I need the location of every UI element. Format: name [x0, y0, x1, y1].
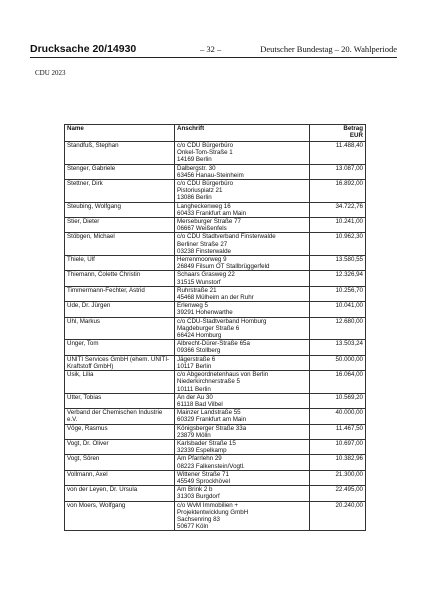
- table-row: [65, 371, 366, 394]
- amount-header-line1: Betrag: [343, 125, 363, 132]
- donor-address: [175, 501, 310, 531]
- donor-name: Stettner, Dirk: [65, 180, 175, 203]
- donor-name: UNITI Services GmbH (ehem. UNITI-Kraftstoff GmbH): [65, 355, 175, 370]
- table-row: [65, 501, 366, 531]
- donor-name: Timmermann-Fechter, Astrid: [65, 286, 175, 301]
- address-line: Projektentwicklung GmbH: [177, 508, 249, 516]
- donor-address: [175, 355, 310, 370]
- drucksache-number: 14930: [107, 43, 137, 55]
- address-line: 45549 Sprockhövel: [177, 477, 230, 485]
- donor-address: [175, 340, 310, 355]
- donation-amount: 10.962,30: [310, 233, 366, 256]
- address-line: 08223 Falkenstein/Vogtl.: [177, 462, 245, 470]
- donor-address: [175, 142, 310, 165]
- donation-amount: 10.041,00: [310, 302, 366, 317]
- drucksache-prefix: Drucksache 20/: [30, 43, 108, 55]
- address-line: 63456 Hanau-Steinheim: [177, 171, 244, 179]
- donation-amount: 10.382,96: [310, 455, 366, 470]
- parliament-label: Deutscher Bundestag – 20. Wahlperiode: [260, 44, 397, 54]
- donor-address: [175, 424, 310, 439]
- page-header: [30, 43, 397, 57]
- address-line: 26849 Filsum OT Stallbrüggerfeld: [177, 263, 270, 271]
- donation-amount: 10.697,00: [310, 439, 366, 454]
- table-row: [65, 439, 366, 454]
- donor-address: [175, 286, 310, 301]
- donation-amount: 22.495,00: [310, 486, 366, 501]
- donor-address: [175, 470, 310, 485]
- table-row: [65, 393, 366, 408]
- table-row: [65, 218, 366, 233]
- address-line: Langheckenweg 16: [177, 202, 231, 210]
- address-line: Ruhrstraße 21: [177, 286, 217, 294]
- donor-address: [175, 164, 310, 179]
- table-row: [65, 202, 366, 217]
- table-row: [65, 164, 366, 179]
- column-header-address: Anschrift: [175, 125, 310, 142]
- donor-name: Verband der Chemischen Industrie e.V.: [65, 409, 175, 424]
- address-line: 66424 Homburg: [177, 332, 222, 340]
- donation-amount: 20.240,00: [310, 501, 366, 531]
- donor-name: Steubing, Wolfgang: [65, 202, 175, 217]
- donor-name: Uhl, Markus: [65, 317, 175, 340]
- address-line: Am Pfarrlehn 29: [177, 455, 222, 463]
- address-line: Karlsbader Straße 15: [177, 439, 236, 447]
- donor-name: Vogt, Dr. Oliver: [65, 439, 175, 454]
- address-line: Wittener Straße 71: [177, 470, 229, 478]
- address-line: Albrecht-Dürer-Straße 65a: [177, 340, 250, 348]
- address-line: Sachsenring 83: [177, 515, 220, 523]
- address-line: 14169 Berlin: [177, 156, 212, 164]
- donor-address: [175, 317, 310, 340]
- address-line: c/o WvM Immobilien +: [177, 501, 239, 509]
- address-line: Pistoriuspiatz 21: [177, 187, 223, 195]
- amount-header-line2: EUR: [349, 132, 363, 140]
- donor-name: Utter, Tobias: [65, 393, 175, 408]
- donor-name: Stöbgen, Michael: [65, 233, 175, 256]
- party-year: CDU 2023: [35, 69, 66, 77]
- donation-amount: 10.241,00: [310, 218, 366, 233]
- table-row: [65, 256, 366, 271]
- donation-amount: 50.000,00: [310, 355, 366, 370]
- donation-amount: 13.087,00: [310, 164, 366, 179]
- table-header-row: [65, 125, 366, 142]
- address-line: 60433 Frankfurt am Main: [177, 209, 247, 217]
- address-line: Dalbergstr. 30: [177, 164, 216, 172]
- header-rule: [30, 57, 397, 58]
- donor-name: von der Leyen, Dr. Ursula: [65, 486, 175, 501]
- donation-amount: 12.326,94: [310, 271, 366, 286]
- address-line: 61118 Bad Vilbel: [177, 400, 223, 408]
- donation-amount: 40.000,00: [310, 409, 366, 424]
- donation-amount: 13.580,55: [310, 256, 366, 271]
- address-line: c/o CDU-Stadtverband Homburg: [177, 317, 267, 325]
- address-line: Onkel-Tom-Straße 1: [177, 149, 233, 157]
- address-line: 32339 Espelkamp: [177, 447, 227, 455]
- address-line: Jägerstraße 6: [177, 355, 216, 363]
- address-line: 39291 Hohenwarthe: [177, 309, 233, 317]
- donation-amount: 16.892,00: [310, 180, 366, 203]
- address-line: 31515 Wunstorf: [177, 278, 221, 286]
- table-row: [65, 317, 366, 340]
- donor-address: [175, 180, 310, 203]
- table-row: [65, 271, 366, 286]
- column-header-amount: [310, 125, 366, 142]
- donation-amount: 11.488,40: [310, 142, 366, 165]
- donor-address: [175, 455, 310, 470]
- table-row: [65, 340, 366, 355]
- address-line: 60329 Frankfurt am Main: [177, 416, 247, 424]
- donor-name: Vöge, Rasmus: [65, 424, 175, 439]
- address-line: Königsberger Straße 33a: [177, 424, 247, 432]
- donor-address: [175, 439, 310, 454]
- donor-address: [175, 256, 310, 271]
- table-row: [65, 286, 366, 301]
- address-line: 13086 Berlin: [177, 194, 212, 202]
- table-row: [65, 486, 366, 501]
- donor-address: [175, 218, 310, 233]
- table-row: [65, 470, 366, 485]
- address-line: 10111 Berlin: [177, 385, 211, 393]
- address-line: c/o Abgeordnetenhaus von Berlin: [177, 371, 269, 379]
- donor-name: Vogt, Sören: [65, 455, 175, 470]
- table-row: [65, 355, 366, 370]
- donation-amount: 10.256,70: [310, 286, 366, 301]
- donor-name: Thiemann, Colette Christin: [65, 271, 175, 286]
- donor-name: von Moers, Wolfgang: [65, 501, 175, 531]
- address-line: 09366 Stollberg: [177, 347, 221, 355]
- donation-amount: 12.680,00: [310, 317, 366, 340]
- address-line: 23879 Mölln: [177, 431, 211, 439]
- address-line: 10117 Berlin: [177, 362, 212, 370]
- donor-address: [175, 409, 310, 424]
- table-row: [65, 180, 366, 203]
- address-line: Magdeburger Straße 6: [177, 324, 240, 332]
- donor-address: [175, 371, 310, 394]
- donations-table: [64, 124, 366, 531]
- donor-name: Ude, Dr. Jürgen: [65, 302, 175, 317]
- table-row: [65, 233, 366, 256]
- table-row: [65, 409, 366, 424]
- donor-address: [175, 486, 310, 501]
- donor-address: [175, 202, 310, 217]
- donation-amount: 34.722,76: [310, 202, 366, 217]
- donor-address: [175, 271, 310, 286]
- donor-name: Unger, Tom: [65, 340, 175, 355]
- table-row: [65, 142, 366, 165]
- donor-address: [175, 233, 310, 256]
- address-line: Mainzer Landstraße 55: [177, 409, 241, 417]
- address-line: Erlenweg 5: [177, 302, 208, 310]
- donor-name: Usik, Lilia: [65, 371, 175, 394]
- donation-amount: 13.503,24: [310, 340, 366, 355]
- address-line: 45468 Mülheim an der Ruhr: [177, 294, 254, 302]
- address-line: 06667 Weißenfels: [177, 225, 227, 233]
- address-line: c/o CDU Bürgerbüro: [177, 180, 234, 188]
- address-line: Merseburger Straße 77: [177, 218, 241, 226]
- drucksache-label: [30, 43, 136, 55]
- address-line: Berliner Straße 27: [177, 240, 228, 248]
- donor-name: Vollmann, Axel: [65, 470, 175, 485]
- donor-address: [175, 302, 310, 317]
- address-line: Schaars Grasweg 22: [177, 271, 235, 279]
- page-number: – 32 –: [200, 44, 222, 54]
- donor-address: [175, 393, 310, 408]
- table-row: [65, 302, 366, 317]
- address-line: 03238 Finsterwalde: [177, 247, 232, 255]
- address-line: Herrenmoorweg 9: [177, 256, 227, 264]
- address-line: 50677 Köln: [177, 523, 209, 531]
- donor-name: Standfuß, Stephan: [65, 142, 175, 165]
- donation-amount: 16.064,00: [310, 371, 366, 394]
- donor-name: Thiele, Ulf: [65, 256, 175, 271]
- table-row: [65, 424, 366, 439]
- address-line: Niederkirchnerstraße 5: [177, 378, 240, 386]
- donation-amount: 11.467,50: [310, 424, 366, 439]
- address-line: An der Au 30: [177, 393, 213, 401]
- donation-amount: 21.300,00: [310, 470, 366, 485]
- table-row: [65, 455, 366, 470]
- donor-name: Stier, Dieter: [65, 218, 175, 233]
- address-line: 31303 Burgdorf: [177, 493, 220, 501]
- address-line: Am Brink 2 b: [177, 486, 213, 494]
- address-line: c/o CDU Bürgerbüro: [177, 142, 234, 149]
- column-header-name: Name: [65, 125, 175, 142]
- address-line: c/o CDU Stadtverband Finsterwalde: [177, 233, 276, 241]
- donor-name: Stenger, Gabriele: [65, 164, 175, 179]
- donation-amount: 10.569,20: [310, 393, 366, 408]
